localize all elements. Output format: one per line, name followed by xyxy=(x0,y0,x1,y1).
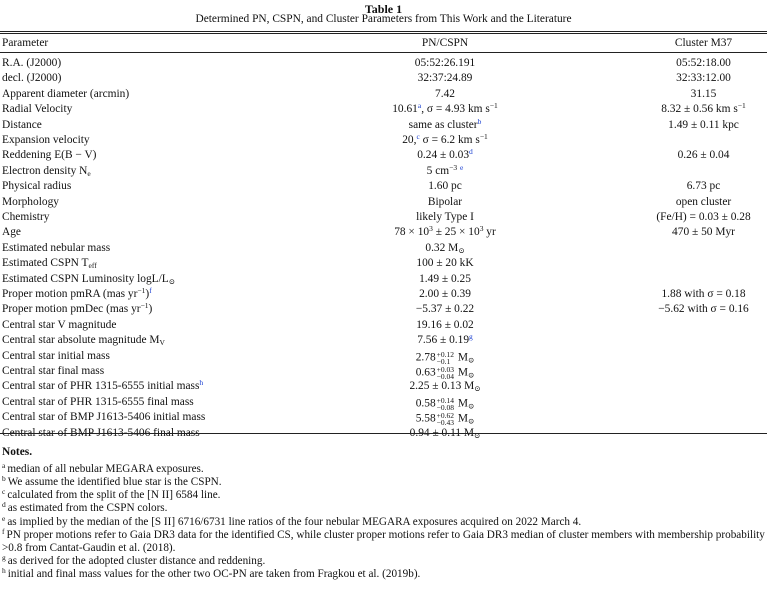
table-row xyxy=(0,212,767,227)
table-row xyxy=(0,428,767,443)
pn-cspn-cell: 1.60 pc xyxy=(428,180,462,193)
subscript: ⊙ xyxy=(474,430,481,440)
table-row xyxy=(0,274,767,289)
table-row xyxy=(0,378,767,396)
parameter-cell: Age xyxy=(2,226,21,239)
table-caption: Determined PN, CSPN, and Cluster Parameters from This Work and the Literature xyxy=(195,13,572,25)
note-item: $^b$ We assume the identified blue star is the CSPN. xyxy=(2,474,222,488)
footnote-mark[interactable]: f xyxy=(149,286,152,295)
cluster-cell: open cluster xyxy=(675,195,732,208)
note-item: $^f$ PN proper motions refer to Gaia DR3 data for the identified CS, while cluster proper motions refer to Gaia DR3 median of cluster members with membership probability >0.8 from Cantat-Gaudin et al. (2018). xyxy=(2,527,765,554)
pn-cspn-cell: 0.94 ± 0.11 $M_⊙$ xyxy=(409,426,481,440)
subscript: ⊙ xyxy=(474,384,481,394)
note-item: $^d$ as estimated from the CSPN colors. xyxy=(2,500,168,514)
superscript: −1 xyxy=(140,301,149,311)
cluster-cell: 31.15 xyxy=(690,87,717,100)
superscript: b xyxy=(2,474,6,483)
pn-cspn-cell: 0.63 +0.03 −0.04 $M_⊙$ xyxy=(415,365,475,381)
superscript: −1 xyxy=(137,286,146,295)
bottom-rule xyxy=(0,433,767,434)
parameter-cell: Central star of BMP J1613-5406 final mass xyxy=(2,426,200,439)
pn-cspn-cell: 7.42 xyxy=(435,87,455,100)
footnote-mark[interactable]: g xyxy=(469,332,473,342)
pn-cspn-cell: 5 $cm^{-3}$ $^e$ xyxy=(426,162,464,177)
notes-title: Notes. xyxy=(2,446,33,458)
table-row xyxy=(0,73,767,88)
superscript: −1 xyxy=(479,132,488,141)
uncertainty: +0.12 −0.1 xyxy=(436,349,454,366)
cluster-cell: 0.26 ± 0.04 xyxy=(677,149,730,162)
table-title: Table 1 xyxy=(364,2,403,16)
superscript: g xyxy=(2,553,6,562)
parameter-cell: Proper motion pmDec (mas $yr^{-1}$) xyxy=(2,301,153,316)
parameter-cell: Central star of PHR 1315-6555 final mass xyxy=(2,395,194,408)
footnote-mark[interactable]: h xyxy=(199,378,204,388)
cluster-cell: 6.73 pc xyxy=(686,180,721,193)
table-row xyxy=(0,197,767,212)
note-item: $^c$ calculated from the split of the [N II] 6584 line. xyxy=(2,487,221,501)
table-row xyxy=(0,351,767,366)
subscript: V xyxy=(159,338,165,348)
parameter-cell: Reddening E(B − V) xyxy=(2,149,97,162)
footnote-mark[interactable]: d xyxy=(469,147,473,157)
table-row xyxy=(0,243,767,258)
pn-cspn-cell: 0.32 $M_⊙$ xyxy=(425,241,465,255)
subscript: ⊙ xyxy=(168,276,176,286)
parameter-cell: Expansion velocity xyxy=(2,134,90,146)
superscript: f xyxy=(2,527,5,536)
pn-cspn-cell: $78 \times 10^3 \pm 25 \times 10^3$ yr xyxy=(394,224,496,239)
table-row xyxy=(0,116,767,135)
pn-cspn-cell: 2.00 ± 0.39 xyxy=(419,288,471,300)
column-header-cluster: Cluster M37 xyxy=(674,37,733,49)
superscript: d xyxy=(2,500,6,509)
parameter-cell: Estimated CSPN Luminosity logL/$L_⊙$ xyxy=(2,272,176,286)
parameter-cell: Proper motion pmRA (mas $yr^{-1})^f$ xyxy=(2,286,152,300)
parameter-cell: Central star V magnitude xyxy=(2,318,117,331)
note-item: $^g$ as derived for the adopted cluster distance and reddening. xyxy=(2,553,266,567)
superscript: 3 xyxy=(479,224,484,234)
parameter-cell: Electron density $N_e$ xyxy=(2,164,91,178)
pn-cspn-cell: likely Type I xyxy=(416,211,474,223)
column-header-parameter: Parameter xyxy=(2,37,49,49)
parameter-cell: Physical radius xyxy=(2,180,72,193)
subscript: ⊙ xyxy=(467,416,475,426)
pn-cspn-cell: 20,$^c$ σ = 6.2 km $s^{-1}$ xyxy=(402,132,488,146)
parameter-cell: Central star of BMP J1613-5406 initial mass xyxy=(2,411,206,424)
parameter-cell: Central star final mass xyxy=(2,365,105,377)
top-rule xyxy=(0,31,767,32)
pn-cspn-cell: −5.37 ± 0.22 xyxy=(415,303,475,316)
table-row xyxy=(0,258,767,273)
superscript: e xyxy=(2,514,6,523)
cluster-cell: −5.62 with σ = 0.16 xyxy=(658,303,749,316)
pn-cspn-cell: 2.78 +0.12 −0.1 $M_⊙$ xyxy=(415,349,475,366)
cluster-cell: 1.49 ± 0.11 kpc xyxy=(668,118,739,131)
pn-cspn-cell: 19.16 ± 0.02 xyxy=(416,318,474,331)
pn-cspn-cell: 0.24 ± 0.03$^d$ xyxy=(417,147,473,162)
pn-cspn-cell: 10.61$^a$, σ = 4.93 km $s^{-1}$ xyxy=(392,101,498,116)
superscript: a xyxy=(2,461,6,470)
parameter-cell: Central star initial mass xyxy=(2,349,110,362)
subscript: e xyxy=(87,168,91,178)
subscript: eff xyxy=(88,261,97,271)
pn-cspn-cell: 5.58 +0.62 −0.43 $M_⊙$ xyxy=(415,411,475,428)
table-row xyxy=(0,412,767,427)
pn-cspn-cell: 05:52:26.191 xyxy=(414,57,476,69)
note-item: $^a$ median of all nebular MEGARA exposures. xyxy=(2,461,204,475)
superscript: h xyxy=(2,566,6,575)
subscript: ⊙ xyxy=(467,370,475,380)
parameter-cell: Estimated nebular mass xyxy=(2,241,111,254)
parameter-cell: Chemistry xyxy=(2,211,50,223)
subscript: ⊙ xyxy=(467,401,475,411)
parameter-cell: Morphology xyxy=(2,195,59,208)
cluster-cell: 8.32 ± 0.56 km $s^{-1}$ xyxy=(661,101,746,116)
cluster-cell: 05:52:18.00 xyxy=(676,57,731,69)
header-rule xyxy=(0,52,767,53)
uncertainty: +0.14 −0.08 xyxy=(436,395,454,412)
table-row xyxy=(0,224,767,242)
cluster-cell: (Fe/H) = 0.03 ± 0.28 xyxy=(656,211,751,223)
pn-cspn-cell: 1.49 ± 0.25 xyxy=(419,272,471,285)
pn-cspn-cell: same as cluster$^b$ xyxy=(408,116,482,131)
parameter-cell: Apparent diameter (arcmin) xyxy=(2,87,130,100)
superscript: −3 xyxy=(449,162,458,172)
footnote-mark[interactable]: e xyxy=(459,162,464,172)
note-item: $^e$ as implied by the median of the [S II] 6716/6731 line ratios of the four nebular MEGARA exposures acquired on 2022 March 4. xyxy=(2,514,582,528)
column-header-pn-cspn: PN/CSPN xyxy=(421,37,469,49)
parameter-cell: Central star of PHR 1315-6555 initial mass$^h$ xyxy=(2,378,204,393)
top-rule-double xyxy=(0,33,767,34)
superscript: −1 xyxy=(489,101,498,111)
pn-cspn-cell: 2.25 ± 0.13 $M_⊙$ xyxy=(409,380,481,394)
cluster-cell: 470 ± 50 Myr xyxy=(672,226,735,239)
footnote-mark[interactable]: c xyxy=(416,132,420,141)
parameter-cell: decl. (J2000) xyxy=(2,72,62,85)
parameter-cell: Radial Velocity xyxy=(2,103,73,116)
superscript: c xyxy=(2,487,6,496)
table-row xyxy=(0,301,767,319)
footnote-mark[interactable]: b xyxy=(477,116,482,126)
table-row xyxy=(0,397,767,412)
pn-cspn-cell: Bipolar xyxy=(427,195,463,208)
superscript: −1 xyxy=(737,101,746,111)
subscript: ⊙ xyxy=(458,245,465,255)
subscript: ⊙ xyxy=(467,355,475,365)
footnote-mark[interactable]: a xyxy=(417,101,422,111)
cluster-cell: 1.88 with σ = 0.18 xyxy=(661,288,746,300)
pn-cspn-cell: 100 ± 20 kK xyxy=(416,257,474,270)
table-row xyxy=(0,132,767,150)
superscript: 3 xyxy=(429,224,433,234)
table-row xyxy=(0,147,767,165)
table-row xyxy=(0,89,767,104)
parameter-cell: R.A. (J2000) xyxy=(2,57,62,69)
table-row xyxy=(0,332,767,350)
pn-cspn-cell: 32:37:24.89 xyxy=(417,72,473,85)
table-row xyxy=(0,101,767,119)
parameter-cell: Distance xyxy=(2,118,42,131)
note-item: $^h$ initial and final mass values for the other two OC-PN are taken from Fragkou et al. (2019b). xyxy=(2,566,421,580)
pn-cspn-cell: 0.58 +0.14 −0.08 $M_⊙$ xyxy=(415,395,475,412)
pn-cspn-cell: 7.56 ± 0.19$^g$ xyxy=(417,332,473,347)
uncertainty: +0.03 −0.04 xyxy=(436,365,454,381)
uncertainty: +0.62 −0.43 xyxy=(436,411,454,428)
table-row xyxy=(0,58,767,73)
parameter-cell: Central star absolute magnitude $M_V$ xyxy=(2,334,165,348)
cluster-cell: 32:33:12.00 xyxy=(676,72,731,85)
table-row xyxy=(0,162,767,181)
table-row xyxy=(0,320,767,335)
parameter-cell: Estimated CSPN $T_{eff}$ xyxy=(2,257,97,271)
table-row xyxy=(0,181,767,196)
